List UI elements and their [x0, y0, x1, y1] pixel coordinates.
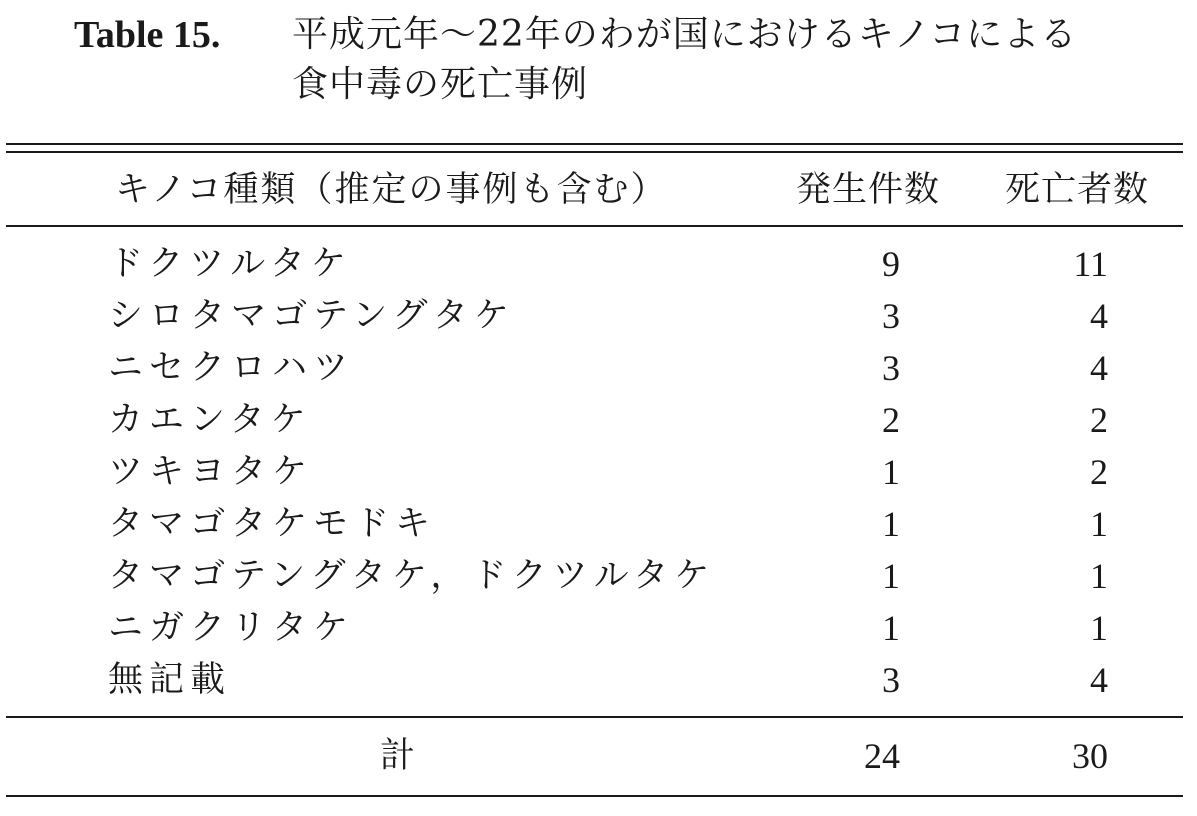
- table-total-row: [0, 734, 1197, 786]
- table-number: Table 15.: [74, 14, 221, 56]
- table-title-line-1: 平成元年～22年のわが国におけるキノコによる: [292, 14, 1078, 55]
- death-count: 2: [1090, 400, 1108, 440]
- table-body: [0, 242, 1197, 710]
- death-count: 1: [1090, 504, 1108, 544]
- top-double-rule-lower: [6, 151, 1183, 153]
- incident-count: 1: [882, 608, 900, 648]
- mushroom-name: ニセクロハツ: [108, 348, 355, 388]
- table-row: [0, 502, 1197, 554]
- death-count: 1: [1090, 608, 1108, 648]
- total-label: 計: [380, 736, 416, 776]
- table-row: [0, 294, 1197, 346]
- header-rule: [6, 225, 1183, 227]
- mushroom-name: 無記載: [108, 660, 232, 700]
- incident-count: 9: [882, 244, 900, 284]
- death-count: 11: [1073, 244, 1108, 284]
- death-count: 1: [1090, 556, 1108, 596]
- top-double-rule-upper: [6, 143, 1183, 145]
- incident-count: 2: [882, 400, 900, 440]
- total-death-count: 30: [1072, 736, 1108, 776]
- incident-count: 1: [882, 556, 900, 596]
- incident-count: 3: [882, 296, 900, 336]
- mushroom-name: ニガクリタケ: [108, 608, 355, 648]
- death-count: 2: [1090, 452, 1108, 492]
- table-row: [0, 398, 1197, 450]
- mushroom-name: シロタマゴテングタケ: [108, 296, 515, 336]
- incident-count: 3: [882, 660, 900, 700]
- table-row: [0, 606, 1197, 658]
- incident-count: 1: [882, 504, 900, 544]
- table-title: [292, 10, 1077, 110]
- death-count: 4: [1090, 660, 1108, 700]
- table-caption: [74, 10, 1174, 110]
- table-row: [0, 658, 1197, 710]
- header-death-count: 死亡者数: [1005, 170, 1150, 210]
- header-incident-count: 発生件数: [796, 170, 941, 210]
- mushroom-name: タマゴタケモドキ: [108, 504, 437, 544]
- mushroom-name: タマゴテングタケ，ドクツルタケ: [108, 556, 716, 596]
- mushroom-name: ツキヨタケ: [108, 452, 314, 492]
- table-bottom-rule: [6, 795, 1183, 797]
- body-bottom-rule: [6, 716, 1183, 718]
- mushroom-name: カエンタケ: [108, 400, 312, 440]
- table-row: [0, 346, 1197, 398]
- mushroom-name: ドクツルタケ: [108, 244, 352, 284]
- table-row: [0, 554, 1197, 606]
- death-count: 4: [1090, 296, 1108, 336]
- table-row: [0, 450, 1197, 502]
- table-title-line-2: 食中毒の死亡事例: [292, 64, 589, 105]
- total-incident-count: 24: [864, 736, 900, 776]
- death-count: 4: [1090, 348, 1108, 388]
- incident-count: 3: [882, 348, 900, 388]
- table-header-row: [0, 158, 1197, 222]
- header-mushroom-type: キノコ種類（推定の事例も含む）: [115, 170, 668, 210]
- incident-count: 1: [882, 452, 900, 492]
- table-row: [0, 242, 1197, 294]
